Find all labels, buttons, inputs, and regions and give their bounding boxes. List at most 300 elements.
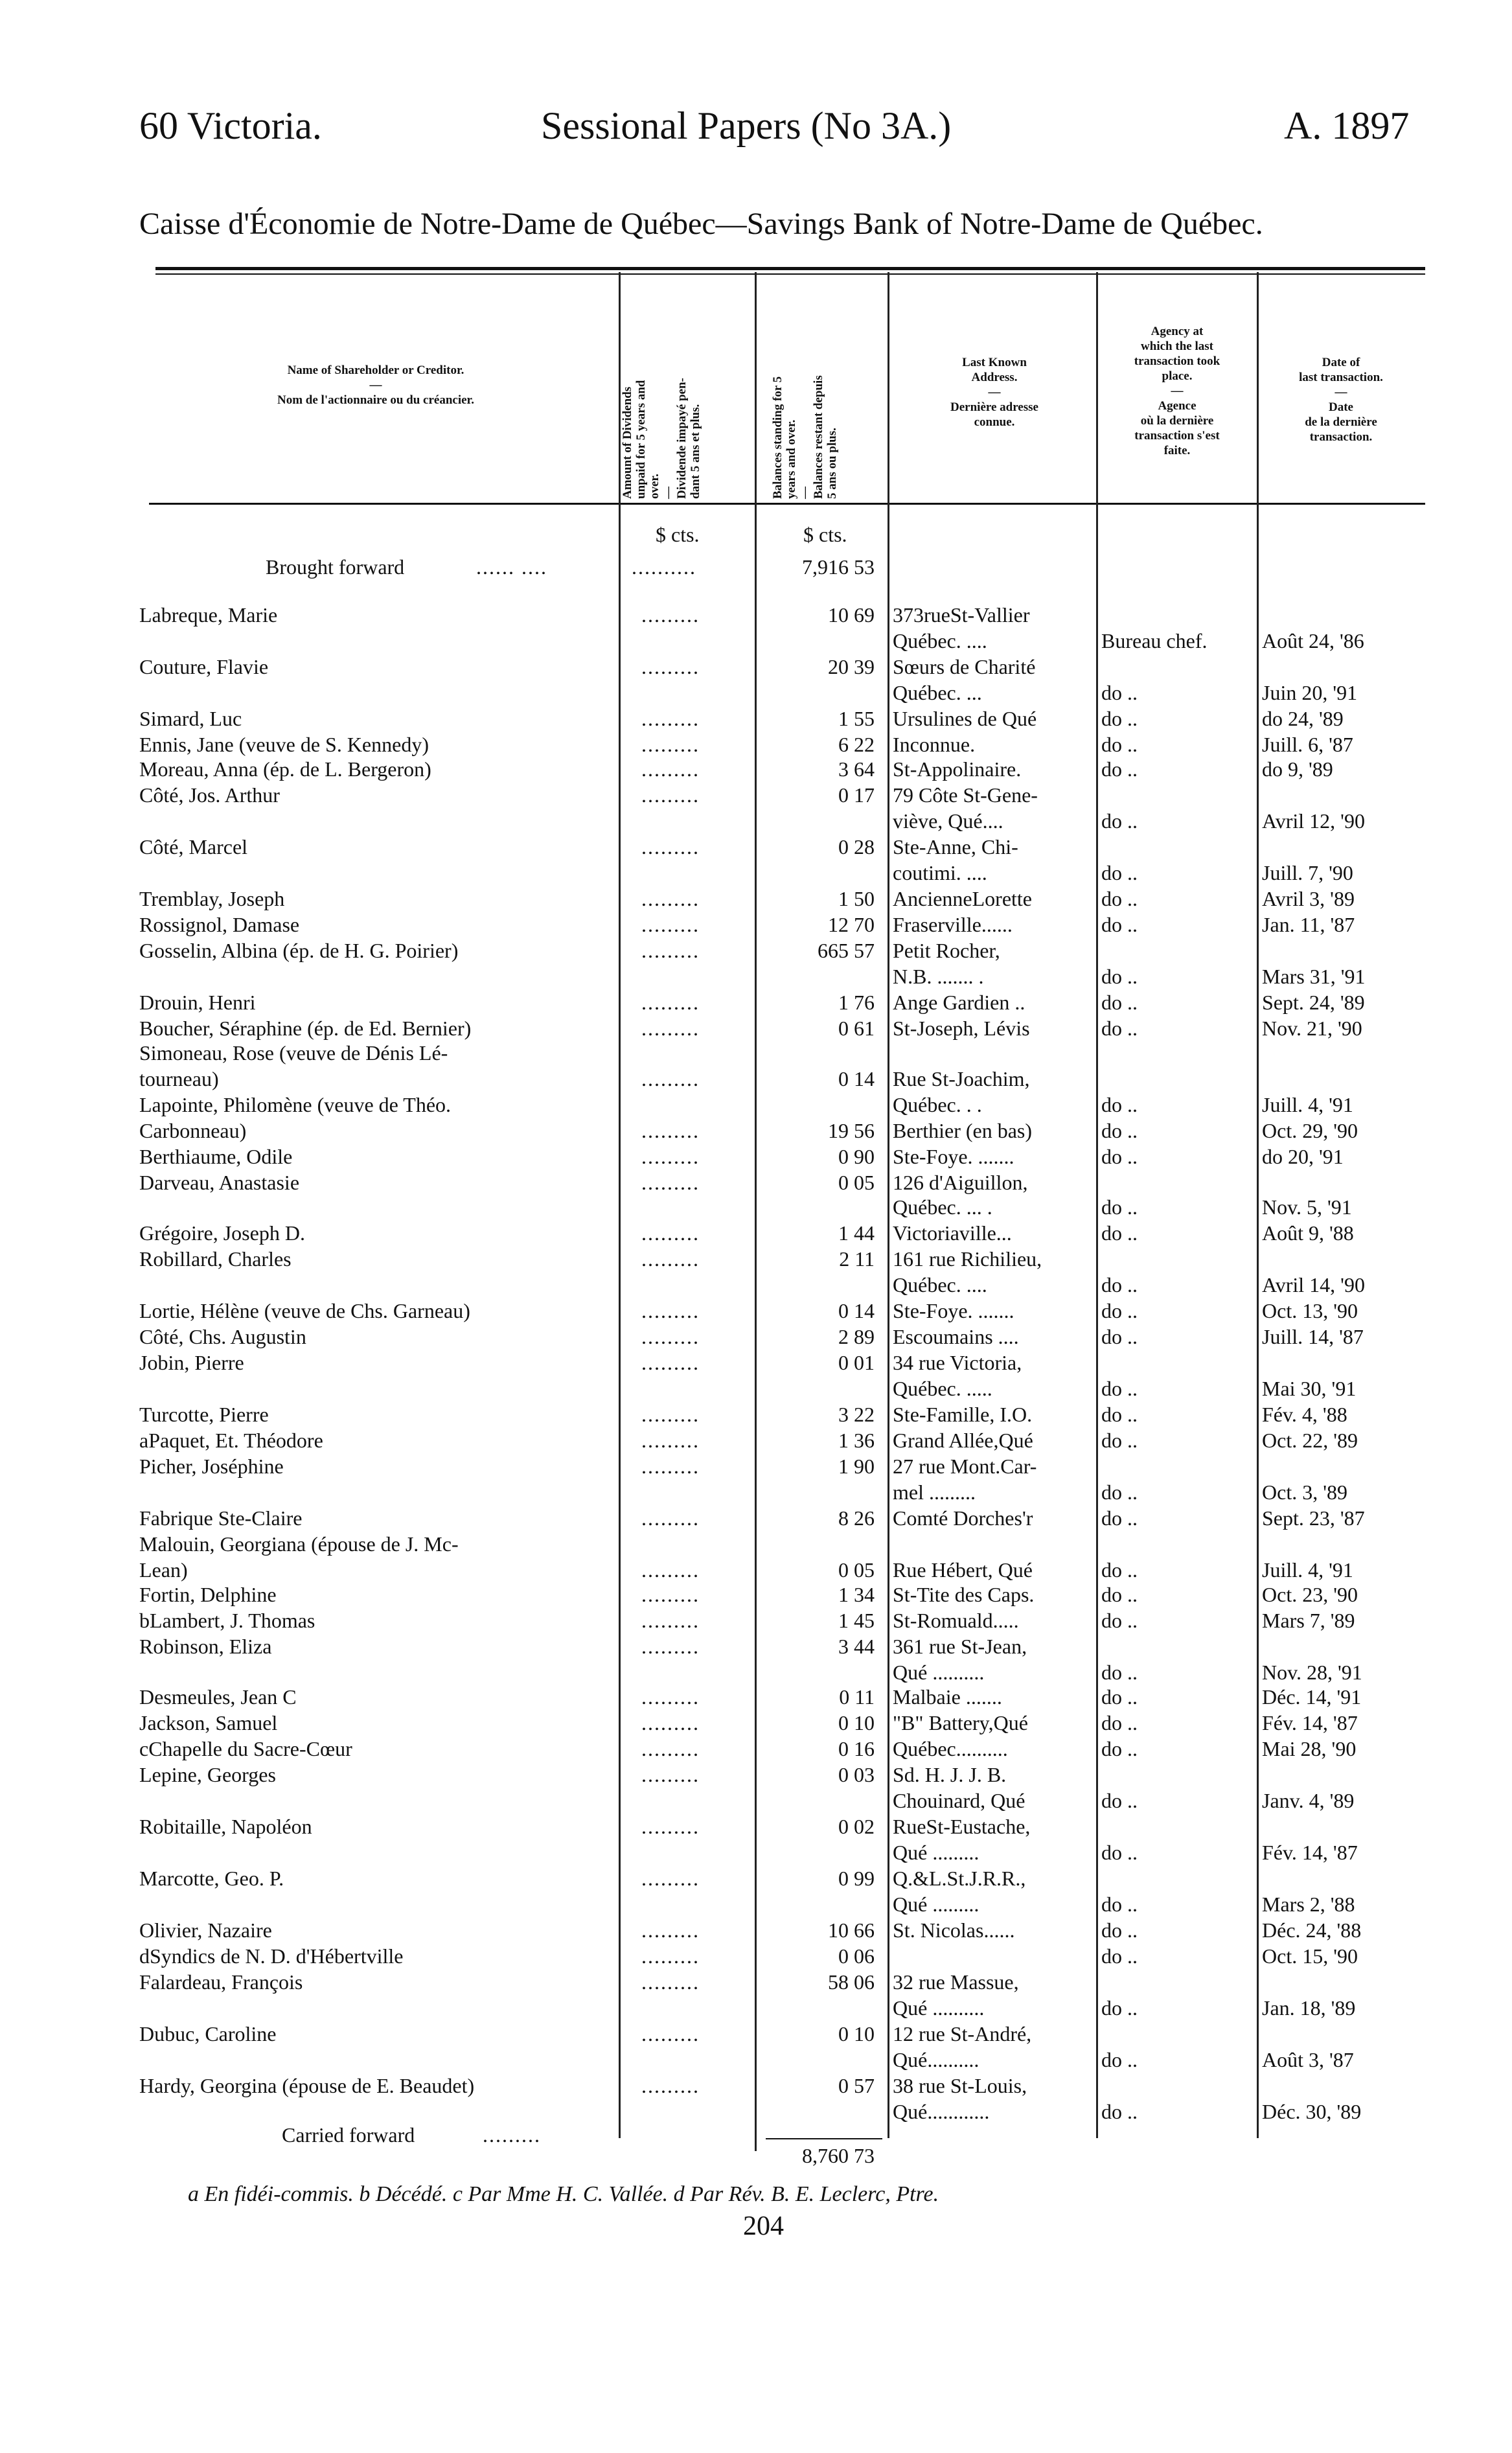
header-line: Address.: [971, 371, 1018, 384]
shareholder-name: bLambert, J. Thomas: [139, 1609, 315, 1632]
header-line: place.: [1162, 369, 1193, 383]
balance-amount: 1 76: [838, 991, 875, 1014]
header-line: —: [1171, 384, 1184, 398]
shareholder-name: dSyndics de N. D. d'Hébertville: [139, 1944, 404, 1968]
shareholder-name: Darveau, Anastasie: [139, 1171, 300, 1194]
last-transaction-date: Juill. 7, '90: [1262, 861, 1353, 884]
last-transaction-date: Juill. 4, '91: [1262, 1558, 1353, 1582]
balance-amount: 1 50: [838, 887, 875, 910]
leader-dots: .........: [641, 1299, 700, 1322]
leader-dots: .........: [641, 707, 700, 730]
last-known-address: 38 rue St-Louis,: [893, 2074, 1027, 2097]
agency: do ..: [1101, 681, 1138, 704]
balance-amount: 0 02: [838, 1815, 875, 1838]
last-transaction-date: Jan. 18, '89: [1262, 1996, 1356, 2020]
agency: do ..: [1101, 1944, 1138, 1968]
header-line: over.: [648, 474, 661, 499]
leader-dots: .........: [641, 1685, 700, 1709]
agency: do ..: [1101, 1325, 1138, 1348]
last-transaction-date: Déc. 24, '88: [1262, 1918, 1362, 1942]
last-transaction-date: Oct. 3, '89: [1262, 1480, 1347, 1504]
last-transaction-date: Nov. 5, '91: [1262, 1195, 1352, 1219]
leader-dots: .........: [641, 1609, 700, 1632]
leader-dots: .........: [641, 2074, 700, 2097]
agency: do ..: [1101, 1558, 1138, 1582]
shareholder-name: Ennis, Jane (veuve de S. Kennedy): [139, 733, 429, 756]
last-known-address: Berthier (en bas): [893, 1119, 1033, 1142]
last-known-address: "B" Battery,Qué: [893, 1711, 1028, 1734]
last-known-address: AncienneLorette: [893, 887, 1032, 910]
last-known-address: Ste-Foye. .......: [893, 1299, 1014, 1322]
header-session: 60 Victoria.: [139, 104, 322, 147]
header-line: dant 5 ans et plus.: [689, 404, 702, 499]
last-transaction-date: Fév. 14, '87: [1262, 1711, 1358, 1734]
last-known-address: St. Nicolas......: [893, 1918, 1015, 1942]
header-year: A. 1897: [1284, 104, 1410, 147]
leader-dots: .........: [641, 1067, 700, 1090]
shareholder-name: Malouin, Georgiana (épouse de J. Mc-: [139, 1532, 459, 1556]
last-known-address: 79 Côte St-Gene-: [893, 783, 1038, 807]
shareholder-name: Moreau, Anna (ép. de L. Bergeron): [139, 757, 431, 781]
balance-amount: 2 89: [838, 1325, 875, 1348]
last-known-address: Ste-Foye. .......: [893, 1145, 1014, 1168]
last-known-address: 34 rue Victoria,: [893, 1351, 1022, 1374]
header-line: Nom de l'actionnaire ou du créancier.: [277, 393, 474, 407]
leader-dots: .........: [641, 1247, 700, 1271]
last-known-address: Québec. .....: [893, 1377, 992, 1400]
header-line: transaction took: [1134, 354, 1220, 368]
carried-forward-label: Carried forward: [282, 2123, 415, 2147]
balance-amount: 0 05: [838, 1558, 875, 1582]
agency: do ..: [1101, 1429, 1138, 1452]
agency: do ..: [1101, 913, 1138, 936]
leader-dots: .........: [641, 1815, 700, 1838]
agency: do ..: [1101, 1918, 1138, 1942]
last-known-address: Rue St-Joachim,: [893, 1067, 1030, 1090]
shareholder-name: Couture, Flavie: [139, 655, 269, 678]
leader-dots: .........: [641, 1145, 700, 1168]
last-known-address: Qué ..........: [893, 1661, 985, 1684]
header-line: transaction s'est: [1134, 429, 1220, 443]
agency: do ..: [1101, 1841, 1138, 1864]
agency: do ..: [1101, 965, 1138, 988]
last-transaction-date: Mars 31, '91: [1262, 965, 1366, 988]
last-known-address: Québec. ....: [893, 629, 987, 652]
shareholder-name: Olivier, Nazaire: [139, 1918, 272, 1942]
agency: do ..: [1101, 1145, 1138, 1168]
balance-amount: 0 14: [838, 1067, 875, 1090]
shareholder-name: Côté, Marcel: [139, 835, 248, 858]
carried-forward-rule: [766, 2138, 882, 2139]
agency: do ..: [1101, 1737, 1138, 1760]
last-known-address: Qué..........: [893, 2048, 979, 2071]
column-divider: [619, 272, 621, 2138]
shareholder-name: Gosselin, Albina (ép. de H. G. Poirier): [139, 939, 459, 962]
top-rule-thin: [155, 273, 1425, 275]
last-known-address: Ste-Anne, Chi-: [893, 835, 1018, 858]
balance-amount: 1 45: [838, 1609, 875, 1632]
agency: do ..: [1101, 707, 1138, 730]
header-line: Dernière adresse: [950, 400, 1038, 414]
shareholder-name: Carbonneau): [139, 1119, 247, 1142]
leader-dots: .........: [641, 1221, 700, 1245]
last-transaction-date: Nov. 28, '91: [1262, 1661, 1362, 1684]
shareholder-name: Côté, Jos. Arthur: [139, 783, 280, 807]
agency: do ..: [1101, 887, 1138, 910]
header-line: Agency at: [1151, 325, 1204, 338]
balance-amount: 20 39: [828, 655, 875, 678]
last-transaction-date: Janv. 4, '89: [1262, 1789, 1355, 1812]
last-transaction-date: Avril 12, '90: [1262, 809, 1365, 833]
header-line: last transaction.: [1299, 371, 1383, 384]
last-known-address: 12 rue St-André,: [893, 2022, 1032, 2045]
last-known-address: viève, Qué....: [893, 809, 1003, 833]
leader-dots: .........: [641, 1944, 700, 1968]
agency: do ..: [1101, 1195, 1138, 1219]
leader-dots: .........: [641, 1763, 700, 1786]
leader-dots: .........: [641, 1351, 700, 1374]
leader-dots: .........: [641, 1119, 700, 1142]
shareholder-name: Hardy, Georgina (épouse de E. Beaudet): [139, 2074, 475, 2097]
balance-amount: 1 44: [838, 1221, 875, 1245]
shareholder-name: Rossignol, Damase: [139, 913, 300, 936]
last-known-address: Victoriaville...: [893, 1221, 1012, 1245]
shareholder-name: Lepine, Georges: [139, 1763, 276, 1786]
header-line: Date of: [1322, 356, 1360, 369]
last-transaction-date: Oct. 22, '89: [1262, 1429, 1358, 1452]
shareholder-name: Jackson, Samuel: [139, 1711, 278, 1734]
top-rule-thick: [155, 267, 1425, 270]
leader-dots: .........: [641, 1635, 700, 1658]
balance-amount: 0 28: [838, 835, 875, 858]
header-sessional-papers: Sessional Papers (No 3A.): [541, 104, 952, 147]
balance-amount: 0 03: [838, 1763, 875, 1786]
last-transaction-date: do 24, '89: [1262, 707, 1344, 730]
agency: do ..: [1101, 1017, 1138, 1040]
balance-amount: 58 06: [828, 1970, 875, 1994]
shareholder-name: Tremblay, Joseph: [139, 887, 285, 910]
header-bottom-rule: [149, 503, 1425, 505]
agency: do ..: [1101, 1661, 1138, 1684]
last-transaction-date: Fév. 4, '88: [1262, 1403, 1347, 1426]
balance-amount: 0 61: [838, 1017, 875, 1040]
header-line: Name of Shareholder or Creditor.: [287, 363, 464, 377]
leader-dots: .........: [641, 733, 700, 756]
balance-amount: 1 55: [838, 707, 875, 730]
last-transaction-date: Juill. 6, '87: [1262, 733, 1353, 756]
shareholder-name: cChapelle du Sacre-Cœur: [139, 1737, 352, 1760]
leader-dots: ...... ....: [476, 555, 547, 579]
agency: do ..: [1101, 1893, 1138, 1916]
last-known-address: N.B. ....... .: [893, 965, 984, 988]
shareholder-name: Robitaille, Napoléon: [139, 1815, 312, 1838]
shareholder-name: Falardeau, François: [139, 1970, 303, 1994]
leader-dots: .........: [641, 1918, 700, 1942]
shareholder-name: Lean): [139, 1558, 188, 1582]
brought-forward-amount: 7,916 53: [802, 555, 875, 579]
last-transaction-date: Août 9, '88: [1262, 1221, 1354, 1245]
balance-amount: 1 34: [838, 1583, 875, 1606]
balance-amount: 0 17: [838, 783, 875, 807]
leader-dots: .........: [641, 1017, 700, 1040]
balance-amount: 6 22: [838, 733, 875, 756]
balance-amount: 0 99: [838, 1867, 875, 1890]
last-known-address: Grand Allée,Qué: [893, 1429, 1033, 1452]
shareholder-name: Côté, Chs. Augustin: [139, 1325, 306, 1348]
shareholder-name: Grégoire, Joseph D.: [139, 1221, 305, 1245]
name-column-header: [194, 363, 557, 408]
column-divider: [1257, 272, 1259, 2138]
header-line: —: [1334, 386, 1347, 399]
shareholder-name: tourneau): [139, 1067, 219, 1090]
balance-amount: 665 57: [818, 939, 875, 962]
last-known-address: Q.&L.St.J.R.R.,: [893, 1867, 1026, 1890]
last-known-address: Sd. H. J. J. B.: [893, 1763, 1007, 1786]
header-line: unpaid for 5 years and: [634, 380, 648, 499]
header-line: Balances restant depuis: [812, 375, 825, 499]
agency: do ..: [1101, 1609, 1138, 1632]
shareholder-name: Picher, Joséphine: [139, 1455, 284, 1478]
agency: do ..: [1101, 1789, 1138, 1812]
shareholder-name: Marcotte, Geo. P.: [139, 1867, 284, 1890]
last-transaction-date: Avril 14, '90: [1262, 1273, 1365, 1296]
last-known-address: Ursulines de Qué: [893, 707, 1037, 730]
last-known-address: Québec. ... .: [893, 1195, 992, 1219]
shareholder-name: Labreque, Marie: [139, 603, 278, 627]
agency: do ..: [1101, 733, 1138, 756]
last-known-address: Qué .........: [893, 1893, 979, 1916]
agency: do ..: [1101, 1711, 1138, 1734]
leader-dots: .........: [483, 2123, 541, 2147]
balance-amount: 0 05: [838, 1171, 875, 1194]
table-title: Caisse d'Économie de Notre-Dame de Québec—Savings Bank of Notre-Dame de Québec.: [139, 207, 1263, 241]
shareholder-name: Boucher, Séraphine (ép. de Ed. Bernier): [139, 1017, 472, 1040]
leader-dots: .........: [641, 1970, 700, 1994]
last-known-address: Ste-Famille, I.O.: [893, 1403, 1033, 1426]
agency: do ..: [1101, 1480, 1138, 1504]
header-line: —: [798, 487, 812, 499]
last-transaction-date: Août 24, '86: [1262, 629, 1364, 652]
last-transaction-date: Nov. 21, '90: [1262, 1017, 1362, 1040]
agency: do ..: [1101, 2048, 1138, 2071]
last-transaction-date: Jan. 11, '87: [1262, 913, 1355, 936]
balance-amount: 12 70: [828, 913, 875, 936]
header-line: Last Known: [962, 356, 1027, 369]
last-known-address: Comté Dorches'r: [893, 1506, 1033, 1530]
balance-amount: 1 90: [838, 1455, 875, 1478]
header-line: Balances standing for 5: [771, 376, 785, 499]
balance-amount: 0 10: [838, 1711, 875, 1734]
agency: do ..: [1101, 1093, 1138, 1116]
leader-dots: .........: [641, 783, 700, 807]
last-known-address: St-Romuald.....: [893, 1609, 1019, 1632]
last-known-address: 373rueSt-Vallier: [893, 603, 1030, 627]
shareholder-name: Simoneau, Rose (veuve de Dénis Lé-: [139, 1041, 448, 1065]
last-transaction-date: Oct. 15, '90: [1262, 1944, 1358, 1968]
last-known-address: Malbaie .......: [893, 1685, 1002, 1709]
header-line: years and over.: [785, 419, 798, 499]
leader-dots: .........: [641, 1455, 700, 1478]
balance-amount: 3 44: [838, 1635, 875, 1658]
last-transaction-date: Déc. 30, '89: [1262, 2100, 1362, 2123]
last-known-address: Qué ..........: [893, 1996, 985, 2020]
last-transaction-date: Déc. 14, '91: [1262, 1685, 1362, 1709]
leader-dots: .........: [641, 835, 700, 858]
last-known-address: Québec..........: [893, 1737, 1008, 1760]
last-known-address: Chouinard, Qué: [893, 1789, 1025, 1812]
balance-amount: 0 10: [838, 2022, 875, 2045]
shareholder-name: Berthiaume, Odile: [139, 1145, 293, 1168]
shareholder-name: Turcotte, Pierre: [139, 1403, 269, 1426]
balance-amount: 1 36: [838, 1429, 875, 1452]
header-line: 5 ans ou plus.: [825, 428, 839, 499]
leader-dots: .........: [641, 2022, 700, 2045]
leader-dots: .........: [641, 1429, 700, 1452]
dividends-unit: $ cts.: [656, 523, 700, 546]
header-line: de la dernière: [1305, 415, 1377, 429]
last-known-address: 126 d'Aiguillon,: [893, 1171, 1028, 1194]
header-line: faite.: [1163, 444, 1191, 457]
leader-dots: .........: [641, 913, 700, 936]
agency: do ..: [1101, 1403, 1138, 1426]
agency: do ..: [1101, 1583, 1138, 1606]
shareholder-name: Robillard, Charles: [139, 1247, 292, 1271]
last-known-address: 32 rue Massue,: [893, 1970, 1019, 1994]
agency: do ..: [1101, 2100, 1138, 2123]
agency-column-header: [1099, 324, 1255, 458]
last-transaction-date: Oct. 23, '90: [1262, 1583, 1358, 1606]
header-line: which the last: [1141, 340, 1213, 353]
agency: do ..: [1101, 861, 1138, 884]
agency: do ..: [1101, 991, 1138, 1014]
last-transaction-date: Mars 7, '89: [1262, 1609, 1355, 1632]
balance-amount: 10 66: [828, 1918, 875, 1942]
last-known-address: Rue Hébert, Qué: [893, 1558, 1033, 1582]
last-known-address: Ange Gardien ..: [893, 991, 1025, 1014]
agency: do ..: [1101, 1273, 1138, 1296]
last-known-address: Inconnue.: [893, 733, 976, 756]
column-divider: [755, 272, 757, 2151]
leader-dots: .........: [641, 603, 700, 627]
last-transaction-date: Juin 20, '91: [1262, 681, 1358, 704]
leader-dots: .........: [641, 757, 700, 781]
agency: Bureau chef.: [1101, 629, 1208, 652]
brought-forward-label: Brought forward: [266, 555, 405, 579]
shareholder-name: Dubuc, Caroline: [139, 2022, 277, 2045]
balance-amount: 0 06: [838, 1944, 875, 1968]
last-transaction-date: Oct. 13, '90: [1262, 1299, 1358, 1322]
shareholder-name: Drouin, Henri: [139, 991, 256, 1014]
last-transaction-date: Sept. 23, '87: [1262, 1506, 1365, 1530]
last-known-address: Fraserville......: [893, 913, 1013, 936]
header-line: transaction.: [1309, 430, 1373, 444]
last-known-address: 27 rue Mont.Car-: [893, 1455, 1037, 1478]
header-line: Date: [1329, 400, 1353, 414]
last-known-address: Québec. . .: [893, 1093, 982, 1116]
balance-amount: 19 56: [828, 1119, 875, 1142]
last-known-address: Québec. ...: [893, 681, 982, 704]
last-transaction-date: Avril 3, '89: [1262, 887, 1355, 910]
last-known-address: St-Tite des Caps.: [893, 1583, 1035, 1606]
last-known-address: Sœurs de Charité: [893, 655, 1036, 678]
shareholder-name: aPaquet, Et. Théodore: [139, 1429, 323, 1452]
last-known-address: coutimi. ....: [893, 861, 987, 884]
dividends-column-header: [621, 378, 702, 499]
last-transaction-date: Juill. 14, '87: [1262, 1325, 1364, 1348]
agency: do ..: [1101, 1506, 1138, 1530]
header-line: —: [369, 378, 382, 392]
balance-amount: 3 22: [838, 1403, 875, 1426]
balance-amount: 0 57: [838, 2074, 875, 2097]
last-known-address: Qué............: [893, 2100, 990, 2123]
last-known-address: Petit Rocher,: [893, 939, 1000, 962]
header-line: Dividende impayé pen-: [675, 378, 689, 499]
last-transaction-date: do 20, '91: [1262, 1145, 1344, 1168]
leader-dots: .........: [641, 1558, 700, 1582]
leader-dots: .........: [641, 1737, 700, 1760]
balance-amount: 0 11: [839, 1685, 875, 1709]
leader-dots: .........: [641, 887, 700, 910]
address-column-header: [894, 355, 1095, 430]
shareholder-name: Lortie, Hélène (veuve de Chs. Garneau): [139, 1299, 470, 1322]
balance-amount: 8 26: [838, 1506, 875, 1530]
agency: do ..: [1101, 1996, 1138, 2020]
agency: do ..: [1101, 1221, 1138, 1245]
leader-dots: .........: [641, 1506, 700, 1530]
header-line: Amount of Dividends: [621, 386, 634, 499]
last-known-address: 161 rue Richilieu,: [893, 1247, 1042, 1271]
shareholder-name: Robinson, Eliza: [139, 1635, 272, 1658]
header-line: connue.: [974, 415, 1015, 429]
leader-dots: .........: [641, 939, 700, 962]
leader-dots: .........: [641, 1171, 700, 1194]
balance-amount: 3 64: [838, 757, 875, 781]
agency: do ..: [1101, 809, 1138, 833]
header-line: Agence: [1158, 399, 1197, 413]
leader-dots: ..........: [632, 555, 696, 579]
balance-amount: 0 14: [838, 1299, 875, 1322]
last-transaction-date: Août 3, '87: [1262, 2048, 1354, 2071]
header-line: où la dernière: [1140, 414, 1214, 428]
leader-dots: .........: [641, 655, 700, 678]
shareholder-name: Jobin, Pierre: [139, 1351, 244, 1374]
last-transaction-date: Juill. 4, '91: [1262, 1093, 1353, 1116]
balances-unit: $ cts.: [803, 523, 847, 546]
leader-dots: .........: [641, 1325, 700, 1348]
leader-dots: .........: [641, 1867, 700, 1890]
agency: do ..: [1101, 757, 1138, 781]
agency: do ..: [1101, 1119, 1138, 1142]
shareholder-name: Fortin, Delphine: [139, 1583, 277, 1606]
last-known-address: 361 rue St-Jean,: [893, 1635, 1027, 1658]
last-transaction-date: Mars 2, '88: [1262, 1893, 1355, 1916]
last-known-address: Qué .........: [893, 1841, 979, 1864]
last-transaction-date: Fév. 14, '87: [1262, 1841, 1358, 1864]
leader-dots: .........: [641, 1711, 700, 1734]
header-line: —: [661, 487, 675, 499]
leader-dots: .........: [641, 1583, 700, 1606]
balance-amount: 0 01: [838, 1351, 875, 1374]
balance-amount: 2 11: [839, 1247, 875, 1271]
balance-amount: 0 90: [838, 1145, 875, 1168]
agency: do ..: [1101, 1685, 1138, 1709]
agency: do ..: [1101, 1377, 1138, 1400]
last-known-address: Québec. ....: [893, 1273, 987, 1296]
leader-dots: .........: [641, 991, 700, 1014]
carried-forward-amount: 8,760 73: [802, 2144, 875, 2167]
shareholder-name: Simard, Luc: [139, 707, 242, 730]
shareholder-name: Lapointe, Philomène (veuve de Théo.: [139, 1093, 452, 1116]
